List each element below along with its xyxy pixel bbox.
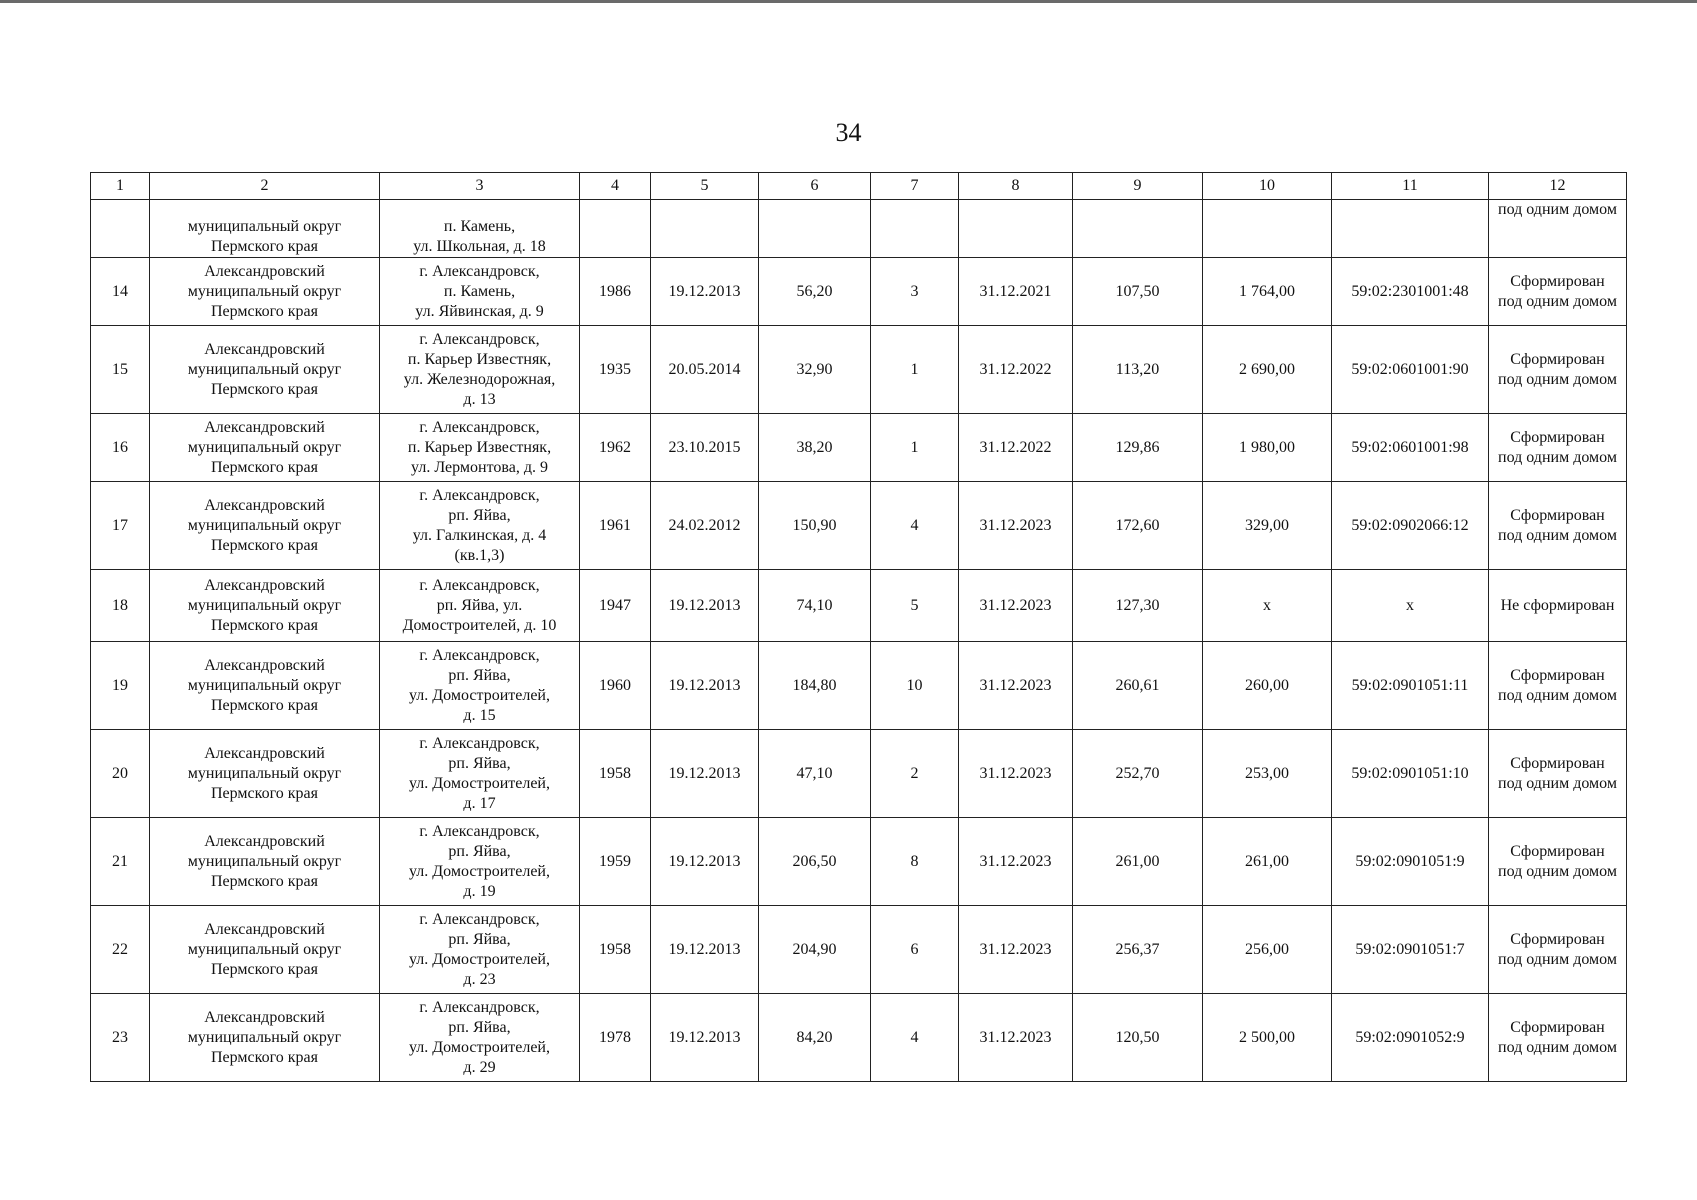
table-cell-col-10 bbox=[1203, 200, 1332, 258]
table-cell-col-8: 31.12.2022 bbox=[959, 414, 1073, 482]
table-cell-col-6: 84,20 bbox=[759, 994, 871, 1082]
table-cell-col-8: 31.12.2022 bbox=[959, 326, 1073, 414]
table-cell-col-10: 1 764,00 bbox=[1203, 258, 1332, 326]
table-cell-col-1: 19 bbox=[91, 642, 150, 730]
table-row bbox=[91, 326, 1627, 414]
table-cell-col-12: Сформирован под одним домом bbox=[1489, 906, 1627, 994]
table-cell-col-1: 18 bbox=[91, 570, 150, 642]
table-cell-col-2: муниципальный округ Пермского края bbox=[150, 200, 380, 258]
table-cell-col-9: 120,50 bbox=[1073, 994, 1203, 1082]
table-cell-col-12: Сформирован под одним домом bbox=[1489, 642, 1627, 730]
table-cell-col-10: 2 690,00 bbox=[1203, 326, 1332, 414]
table-cell-col-8: 31.12.2023 bbox=[959, 642, 1073, 730]
table-row bbox=[91, 906, 1627, 994]
table-cell-col-3: г. Александровск, рп. Яйва, ул. Домостроителей, д. 15 bbox=[380, 642, 580, 730]
table-cell-col-7: 1 bbox=[871, 326, 959, 414]
table-cell-col-11 bbox=[1332, 200, 1489, 258]
table-cell-col-1: 15 bbox=[91, 326, 150, 414]
table-cell-col-5: 24.02.2012 bbox=[651, 482, 759, 570]
table-cell-col-7: 10 bbox=[871, 642, 959, 730]
table-cell-col-2: Александровский муниципальный округ Пермского края bbox=[150, 818, 380, 906]
table-cell-col-2: Александровский муниципальный округ Пермского края bbox=[150, 994, 380, 1082]
table-cell-col-4: 1960 bbox=[580, 642, 651, 730]
table-cell-col-11: 59:02:0601001:98 bbox=[1332, 414, 1489, 482]
table-cell-col-9: 261,00 bbox=[1073, 818, 1203, 906]
table-cell-col-12: Сформирован под одним домом bbox=[1489, 730, 1627, 818]
table-cell-col-7: 4 bbox=[871, 482, 959, 570]
table-cell-col-3: г. Александровск, рп. Яйва, ул. Домостроителей, д. 10 bbox=[380, 570, 580, 642]
table-cell-col-7: 1 bbox=[871, 414, 959, 482]
table-cell-col-4: 1962 bbox=[580, 414, 651, 482]
column-number-5: 5 bbox=[651, 173, 759, 200]
table-cell-col-9: 107,50 bbox=[1073, 258, 1203, 326]
table-cell-col-3: г. Александровск, рп. Яйва, ул. Галкинская, д. 4 (кв.1,3) bbox=[380, 482, 580, 570]
table-row bbox=[91, 482, 1627, 570]
table-cell-col-5: 19.12.2013 bbox=[651, 906, 759, 994]
table-cell-col-6: 74,10 bbox=[759, 570, 871, 642]
table-cell-col-5: 19.12.2013 bbox=[651, 570, 759, 642]
table-cell-col-2: Александровский муниципальный округ Пермского края bbox=[150, 570, 380, 642]
table-cell-col-7: 4 bbox=[871, 994, 959, 1082]
table-cell-col-2: Александровский муниципальный округ Пермского края bbox=[150, 258, 380, 326]
table-cell-col-11: 59:02:0901051:11 bbox=[1332, 642, 1489, 730]
table-cell-col-8: 31.12.2023 bbox=[959, 994, 1073, 1082]
table-row bbox=[91, 642, 1627, 730]
table-cell-col-6: 206,50 bbox=[759, 818, 871, 906]
table-cell-col-2: Александровский муниципальный округ Пермского края bbox=[150, 906, 380, 994]
column-number-7: 7 bbox=[871, 173, 959, 200]
table-cell-col-5 bbox=[651, 200, 759, 258]
table-cell-col-4: 1959 bbox=[580, 818, 651, 906]
table-cell-col-12: Не сформирован bbox=[1489, 570, 1627, 642]
column-number-8: 8 bbox=[959, 173, 1073, 200]
register-table bbox=[90, 172, 1627, 1082]
table-cell-col-12: Сформирован под одним домом bbox=[1489, 818, 1627, 906]
table-cell-col-11: 59:02:2301001:48 bbox=[1332, 258, 1489, 326]
table-cell-col-2: Александровский муниципальный округ Пермского края bbox=[150, 642, 380, 730]
table-cell-col-5: 20.05.2014 bbox=[651, 326, 759, 414]
table-cell-col-8: 31.12.2023 bbox=[959, 482, 1073, 570]
table-cell-col-8: 31.12.2021 bbox=[959, 258, 1073, 326]
table-cell-col-9: 256,37 bbox=[1073, 906, 1203, 994]
scan-top-edge bbox=[0, 0, 1697, 3]
table-cell-col-5: 19.12.2013 bbox=[651, 642, 759, 730]
table-row bbox=[91, 730, 1627, 818]
table-cell-col-5: 19.12.2013 bbox=[651, 258, 759, 326]
table-cell-col-8: 31.12.2023 bbox=[959, 570, 1073, 642]
table-cell-col-7: 5 bbox=[871, 570, 959, 642]
table-cell-col-10: 2 500,00 bbox=[1203, 994, 1332, 1082]
table-row bbox=[91, 414, 1627, 482]
column-number-3: 3 bbox=[380, 173, 580, 200]
table-cell-col-4: 1958 bbox=[580, 906, 651, 994]
column-number-4: 4 bbox=[580, 173, 651, 200]
table-cell-col-10: 1 980,00 bbox=[1203, 414, 1332, 482]
table-cell-col-3: п. Камень, ул. Школьная, д. 18 bbox=[380, 200, 580, 258]
table-cell-col-9: 129,86 bbox=[1073, 414, 1203, 482]
table-cell-col-4: 1935 bbox=[580, 326, 651, 414]
column-number-6: 6 bbox=[759, 173, 871, 200]
table-cell-col-11: 59:02:0901051:9 bbox=[1332, 818, 1489, 906]
table-row bbox=[91, 994, 1627, 1082]
table-cell-col-4: 1986 bbox=[580, 258, 651, 326]
table-cell-col-2: Александровский муниципальный округ Пермского края bbox=[150, 482, 380, 570]
page-number: 34 bbox=[835, 118, 862, 147]
table-cell-col-1: 17 bbox=[91, 482, 150, 570]
table-row bbox=[91, 818, 1627, 906]
table-cell-col-10: 261,00 bbox=[1203, 818, 1332, 906]
column-number-2: 2 bbox=[150, 173, 380, 200]
table-cell-col-11: 59:02:0601001:90 bbox=[1332, 326, 1489, 414]
column-number-row bbox=[91, 173, 1627, 200]
table-cell-col-7 bbox=[871, 200, 959, 258]
column-number-9: 9 bbox=[1073, 173, 1203, 200]
table-cell-col-6: 38,20 bbox=[759, 414, 871, 482]
table-cell-col-3: г. Александровск, п. Карьер Известняк, ул. Железнодорожная, д. 13 bbox=[380, 326, 580, 414]
table-cell-col-1 bbox=[91, 200, 150, 258]
table-cell-col-1: 21 bbox=[91, 818, 150, 906]
table-cell-col-3: г. Александровск, п. Карьер Известняк, ул. Лермонтова, д. 9 bbox=[380, 414, 580, 482]
table-cell-col-12: под одним домом bbox=[1489, 200, 1627, 258]
table-cell-col-11: 59:02:0901051:10 bbox=[1332, 730, 1489, 818]
table-cell-col-6: 56,20 bbox=[759, 258, 871, 326]
table-cell-col-5: 23.10.2015 bbox=[651, 414, 759, 482]
table-cell-col-8 bbox=[959, 200, 1073, 258]
table-cell-col-10: х bbox=[1203, 570, 1332, 642]
table-cell-col-12: Сформирован под одним домом bbox=[1489, 482, 1627, 570]
table-cell-col-9: 260,61 bbox=[1073, 642, 1203, 730]
table-cell-col-2: Александровский муниципальный округ Пермского края bbox=[150, 414, 380, 482]
column-number-10: 10 bbox=[1203, 173, 1332, 200]
table-cell-col-1: 23 bbox=[91, 994, 150, 1082]
table-cell-col-4: 1958 bbox=[580, 730, 651, 818]
table-cell-col-5: 19.12.2013 bbox=[651, 730, 759, 818]
table-cell-col-7: 3 bbox=[871, 258, 959, 326]
table-cell-col-6 bbox=[759, 200, 871, 258]
table-cell-col-3: г. Александровск, п. Камень, ул. Яйвинская, д. 9 bbox=[380, 258, 580, 326]
table-cell-col-9: 252,70 bbox=[1073, 730, 1203, 818]
table-cell-col-4: 1961 bbox=[580, 482, 651, 570]
table-cell-col-3: г. Александровск, рп. Яйва, ул. Домостроителей, д. 17 bbox=[380, 730, 580, 818]
table-cell-col-5: 19.12.2013 bbox=[651, 994, 759, 1082]
table-cell-col-9: 172,60 bbox=[1073, 482, 1203, 570]
table-cell-col-11: х bbox=[1332, 570, 1489, 642]
table-cell-col-10: 253,00 bbox=[1203, 730, 1332, 818]
table-row bbox=[91, 570, 1627, 642]
table-cell-col-2: Александровский муниципальный округ Пермского края bbox=[150, 326, 380, 414]
table-cell-col-6: 32,90 bbox=[759, 326, 871, 414]
table-cell-col-6: 150,90 bbox=[759, 482, 871, 570]
table-cell-col-1: 20 bbox=[91, 730, 150, 818]
table-cell-col-12: Сформирован под одним домом bbox=[1489, 414, 1627, 482]
table-cell-col-9: 127,30 bbox=[1073, 570, 1203, 642]
table-cell-col-7: 8 bbox=[871, 818, 959, 906]
table-cell-col-11: 59:02:0902066:12 bbox=[1332, 482, 1489, 570]
table-cell-col-1: 14 bbox=[91, 258, 150, 326]
table-cell-col-2: Александровский муниципальный округ Пермского края bbox=[150, 730, 380, 818]
table-cell-col-9: 113,20 bbox=[1073, 326, 1203, 414]
table-cell-col-8: 31.12.2023 bbox=[959, 906, 1073, 994]
table-cell-col-7: 2 bbox=[871, 730, 959, 818]
table-cell-col-12: Сформирован под одним домом bbox=[1489, 326, 1627, 414]
table-cell-col-12: Сформирован под одним домом bbox=[1489, 994, 1627, 1082]
table-cell-col-10: 329,00 bbox=[1203, 482, 1332, 570]
table-row bbox=[91, 200, 1627, 258]
table-cell-col-3: г. Александровск, рп. Яйва, ул. Домостроителей, д. 23 bbox=[380, 906, 580, 994]
table-cell-col-1: 22 bbox=[91, 906, 150, 994]
table-cell-col-1: 16 bbox=[91, 414, 150, 482]
column-number-1: 1 bbox=[91, 173, 150, 200]
table-cell-col-10: 256,00 bbox=[1203, 906, 1332, 994]
table-cell-col-8: 31.12.2023 bbox=[959, 730, 1073, 818]
table-row bbox=[91, 258, 1627, 326]
table-cell-col-9 bbox=[1073, 200, 1203, 258]
table-cell-col-4 bbox=[580, 200, 651, 258]
table-cell-col-8: 31.12.2023 bbox=[959, 818, 1073, 906]
table-cell-col-4: 1978 bbox=[580, 994, 651, 1082]
table-cell-col-11: 59:02:0901052:9 bbox=[1332, 994, 1489, 1082]
table-cell-col-6: 47,10 bbox=[759, 730, 871, 818]
table-cell-col-3: г. Александровск, рп. Яйва, ул. Домостроителей, д. 19 bbox=[380, 818, 580, 906]
table-cell-col-10: 260,00 bbox=[1203, 642, 1332, 730]
column-number-11: 11 bbox=[1332, 173, 1489, 200]
table-cell-col-12: Сформирован под одним домом bbox=[1489, 258, 1627, 326]
column-number-12: 12 bbox=[1489, 173, 1627, 200]
table-cell-col-7: 6 bbox=[871, 906, 959, 994]
table-cell-col-6: 184,80 bbox=[759, 642, 871, 730]
table-cell-col-3: г. Александровск, рп. Яйва, ул. Домостроителей, д. 29 bbox=[380, 994, 580, 1082]
table-cell-col-11: 59:02:0901051:7 bbox=[1332, 906, 1489, 994]
table-cell-col-6: 204,90 bbox=[759, 906, 871, 994]
table-cell-col-4: 1947 bbox=[580, 570, 651, 642]
table-cell-col-5: 19.12.2013 bbox=[651, 818, 759, 906]
